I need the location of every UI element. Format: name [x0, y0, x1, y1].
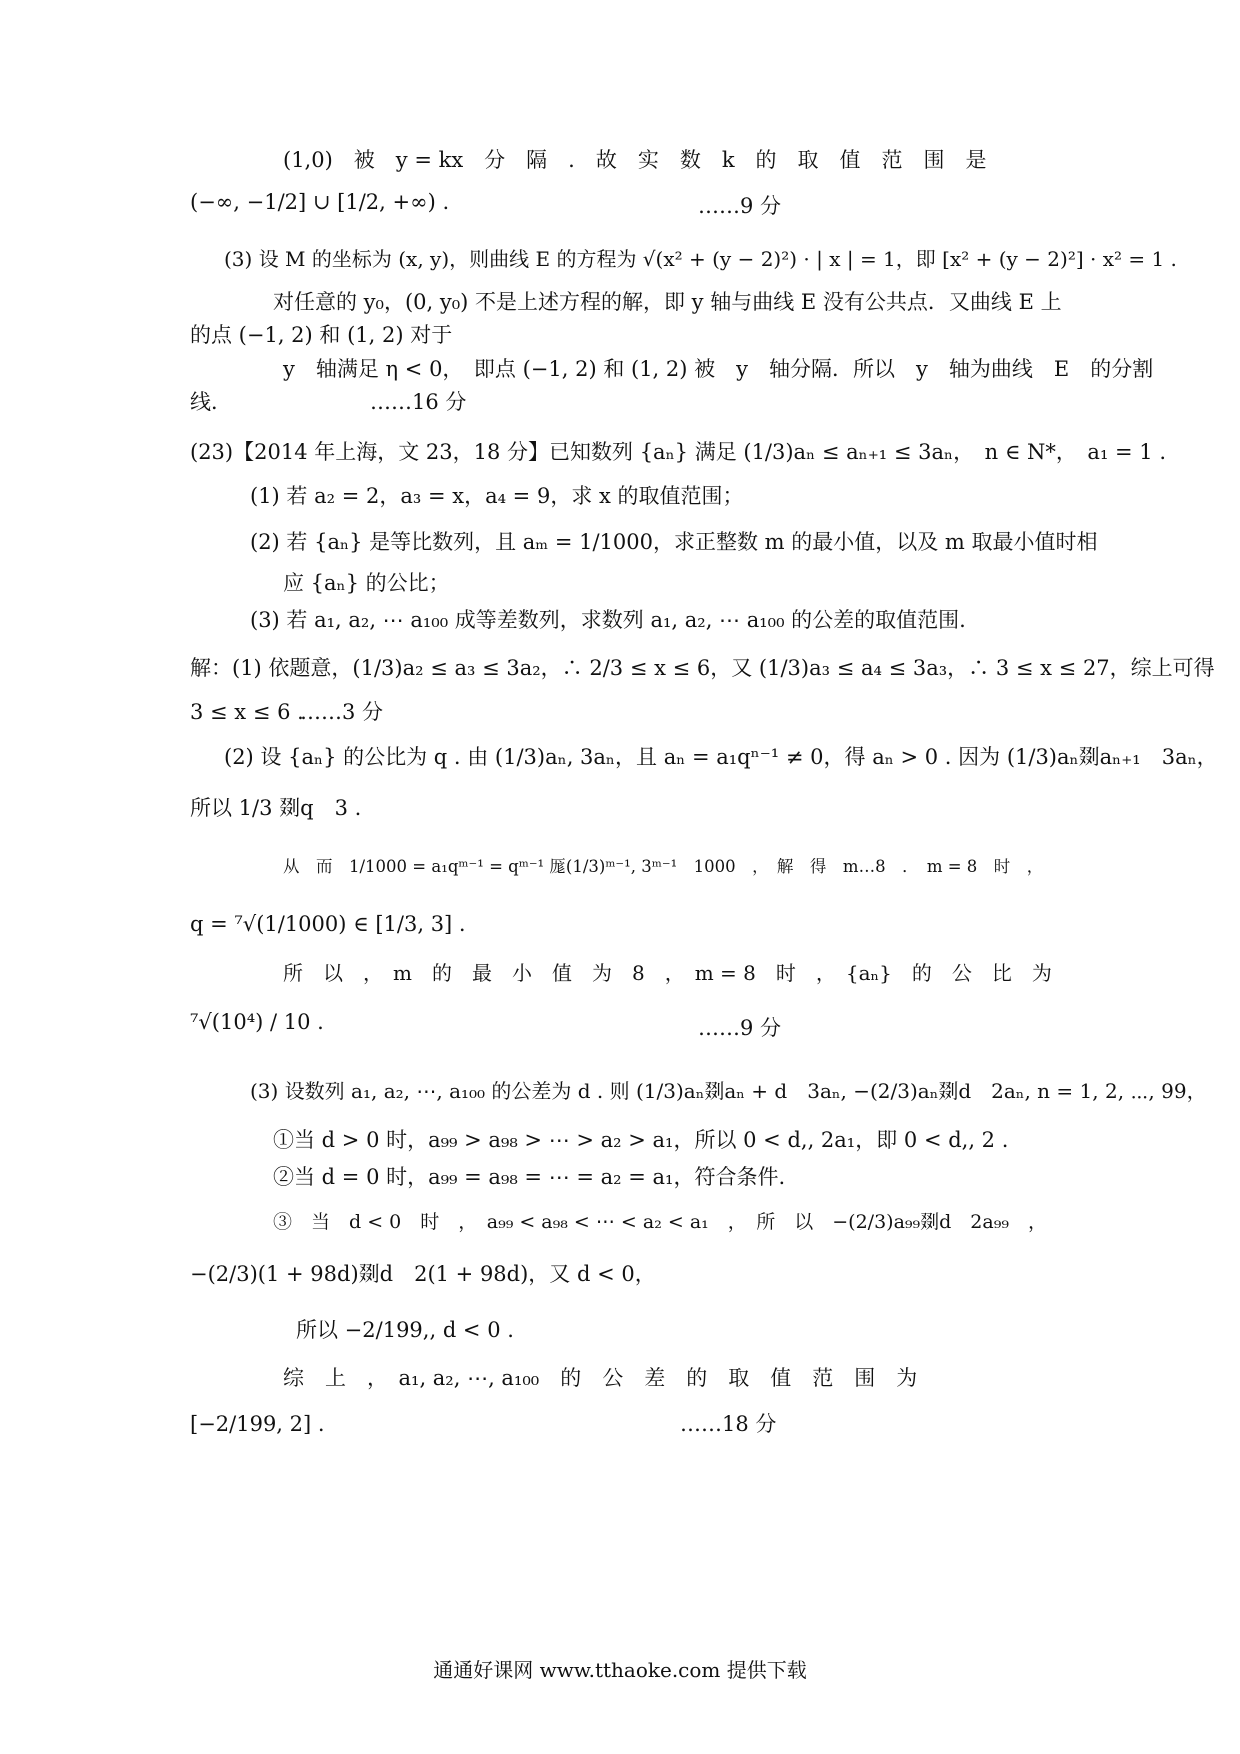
- solution-part-1-result: 3 ≤ x ≤ 6 .: [190, 700, 304, 724]
- solution-part-2-derivation: 从 而 1/1000 = a₁qᵐ⁻¹ = qᵐ⁻¹ 厖(1/3)ᵐ⁻¹, 3ᵐ⁻¹ 1000 ， 解 得 m…8 ． m = 8 时 ，: [283, 857, 1044, 876]
- text-line-7: 线．: [190, 390, 232, 414]
- sub-question-2: (2) 若 {aₙ} 是等比数列，且 aₘ = 1/1000，求正整数 m 的最小值，以及 m 取最小值时相: [250, 530, 1098, 554]
- score-marker-9: ……9 分: [698, 194, 782, 218]
- score-marker-9b: ……9 分: [698, 1016, 782, 1040]
- solution-part-1: 解：(1) 依题意，(1/3)a₂ ≤ a₃ ≤ 3a₂，∴ 2/3 ≤ x ≤ 6，又 (1/3)a₃ ≤ a₄ ≤ 3a₃，∴ 3 ≤ x ≤ 27，综上可得: [190, 656, 1215, 680]
- text-line-2: (−∞, −1/2] ∪ [1/2, +∞) .: [190, 190, 450, 214]
- score-marker-16: ……16 分: [370, 390, 467, 414]
- solution-part-2: (2) 设 {aₙ} 的公比为 q . 由 (1/3)aₙ, 3aₙ，且 aₙ = a₁qⁿ⁻¹ ≠ 0，得 aₙ > 0 . 因为 (1/3)aₙ剟aₙ₊₁ 3aₙ，: [224, 745, 1218, 769]
- case-d-positive: ①当 d > 0 时，a₉₉ > a₉₈ > ⋯ > a₂ > a₁，所以 0 < d,, 2a₁，即 0 < d,, 2 .: [273, 1128, 1009, 1152]
- solution-part-2-ratio: ⁷√(10⁴) / 10 .: [190, 1010, 324, 1034]
- case-d-negative-cont: −(2/3)(1 + 98d)剟d 2(1 + 98d)，又 d < 0，: [190, 1262, 656, 1286]
- sub-question-3: (3) 若 a₁, a₂, ⋯ a₁₀₀ 成等差数列，求数列 a₁, a₂, ⋯ a₁₀₀ 的公差的取值范围.: [250, 608, 966, 632]
- solution-part-3-summary: 综 上 ， a₁, a₂, ⋯, a₁₀₀ 的 公 差 的 取 值 范 围 为: [283, 1366, 918, 1390]
- text-line-3: (3) 设 M 的坐标为 (x, y)，则曲线 E 的方程为 √(x² + (y − 2)²) · | x | = 1，即 [x² + (y − 2)²] · x² = 1 .: [224, 247, 1177, 271]
- text-line-5: 的点 (−1, 2) 和 (1, 2) 对于: [190, 323, 453, 347]
- solution-part-2-conclusion: 所 以 ， m 的 最 小 值 为 8 ， m = 8 时 ， {aₙ} 的 公 比 为: [283, 961, 1052, 985]
- text-line-1: (1,0) 被 y = kx 分 隔 . 故 实 数 k 的 取 值 范 围 是: [283, 148, 987, 172]
- solution-part-2-q: q = ⁷√(1/1000) ∈ [1/3, 3] .: [190, 912, 466, 936]
- page-footer: 通通好课网 www.tthaoke.com 提供下载: [433, 1658, 807, 1682]
- problem-23-statement: (23)【2014 年上海，文 23，18 分】已知数列 {aₙ} 满足 (1/3)aₙ ≤ aₙ₊₁ ≤ 3aₙ， n ∈ N*， a₁ = 1 .: [190, 440, 1167, 464]
- solution-part-3: (3) 设数列 a₁, a₂, ⋯, a₁₀₀ 的公差为 d . 则 (1/3)aₙ剟aₙ + d 3aₙ, −(2/3)aₙ剟d 2aₙ, n = 1, 2, ⋯, 99，: [250, 1079, 1207, 1103]
- case-d-zero: ②当 d = 0 时，a₉₉ = a₉₈ = ⋯ = a₂ = a₁，符合条件.: [273, 1165, 786, 1189]
- case-d-negative: ③ 当 d < 0 时 ， a₉₉ < a₉₈ < ⋯ < a₂ < a₁ ， 所 以 −(2/3)a₉₉剟d 2a₉₉ ，: [273, 1211, 1047, 1233]
- text-line-6: y 轴满足 η < 0， 即点 (−1, 2) 和 (1, 2) 被 y 轴分隔．所以 y 轴为曲线 E 的分割: [283, 357, 1154, 381]
- solution-part-2-bound: 所以 1/3 剟q 3 .: [190, 796, 362, 820]
- sub-question-1: (1) 若 a₂ = 2，a₃ = x，a₄ = 9，求 x 的取值范围；: [250, 484, 744, 508]
- score-marker-3: ……3 分: [300, 700, 384, 724]
- text-line-4: 对任意的 y₀，(0, y₀) 不是上述方程的解，即 y 轴与曲线 E 没有公共点．又曲线 E 上: [273, 290, 1062, 314]
- sub-question-2-cont: 应 {aₙ} 的公比；: [283, 571, 450, 595]
- solution-part-3-range: [−2/199, 2] .: [190, 1412, 325, 1436]
- case-d-negative-result: 所以 −2/199,, d < 0 .: [296, 1318, 514, 1342]
- score-marker-18: ……18 分: [680, 1412, 777, 1436]
